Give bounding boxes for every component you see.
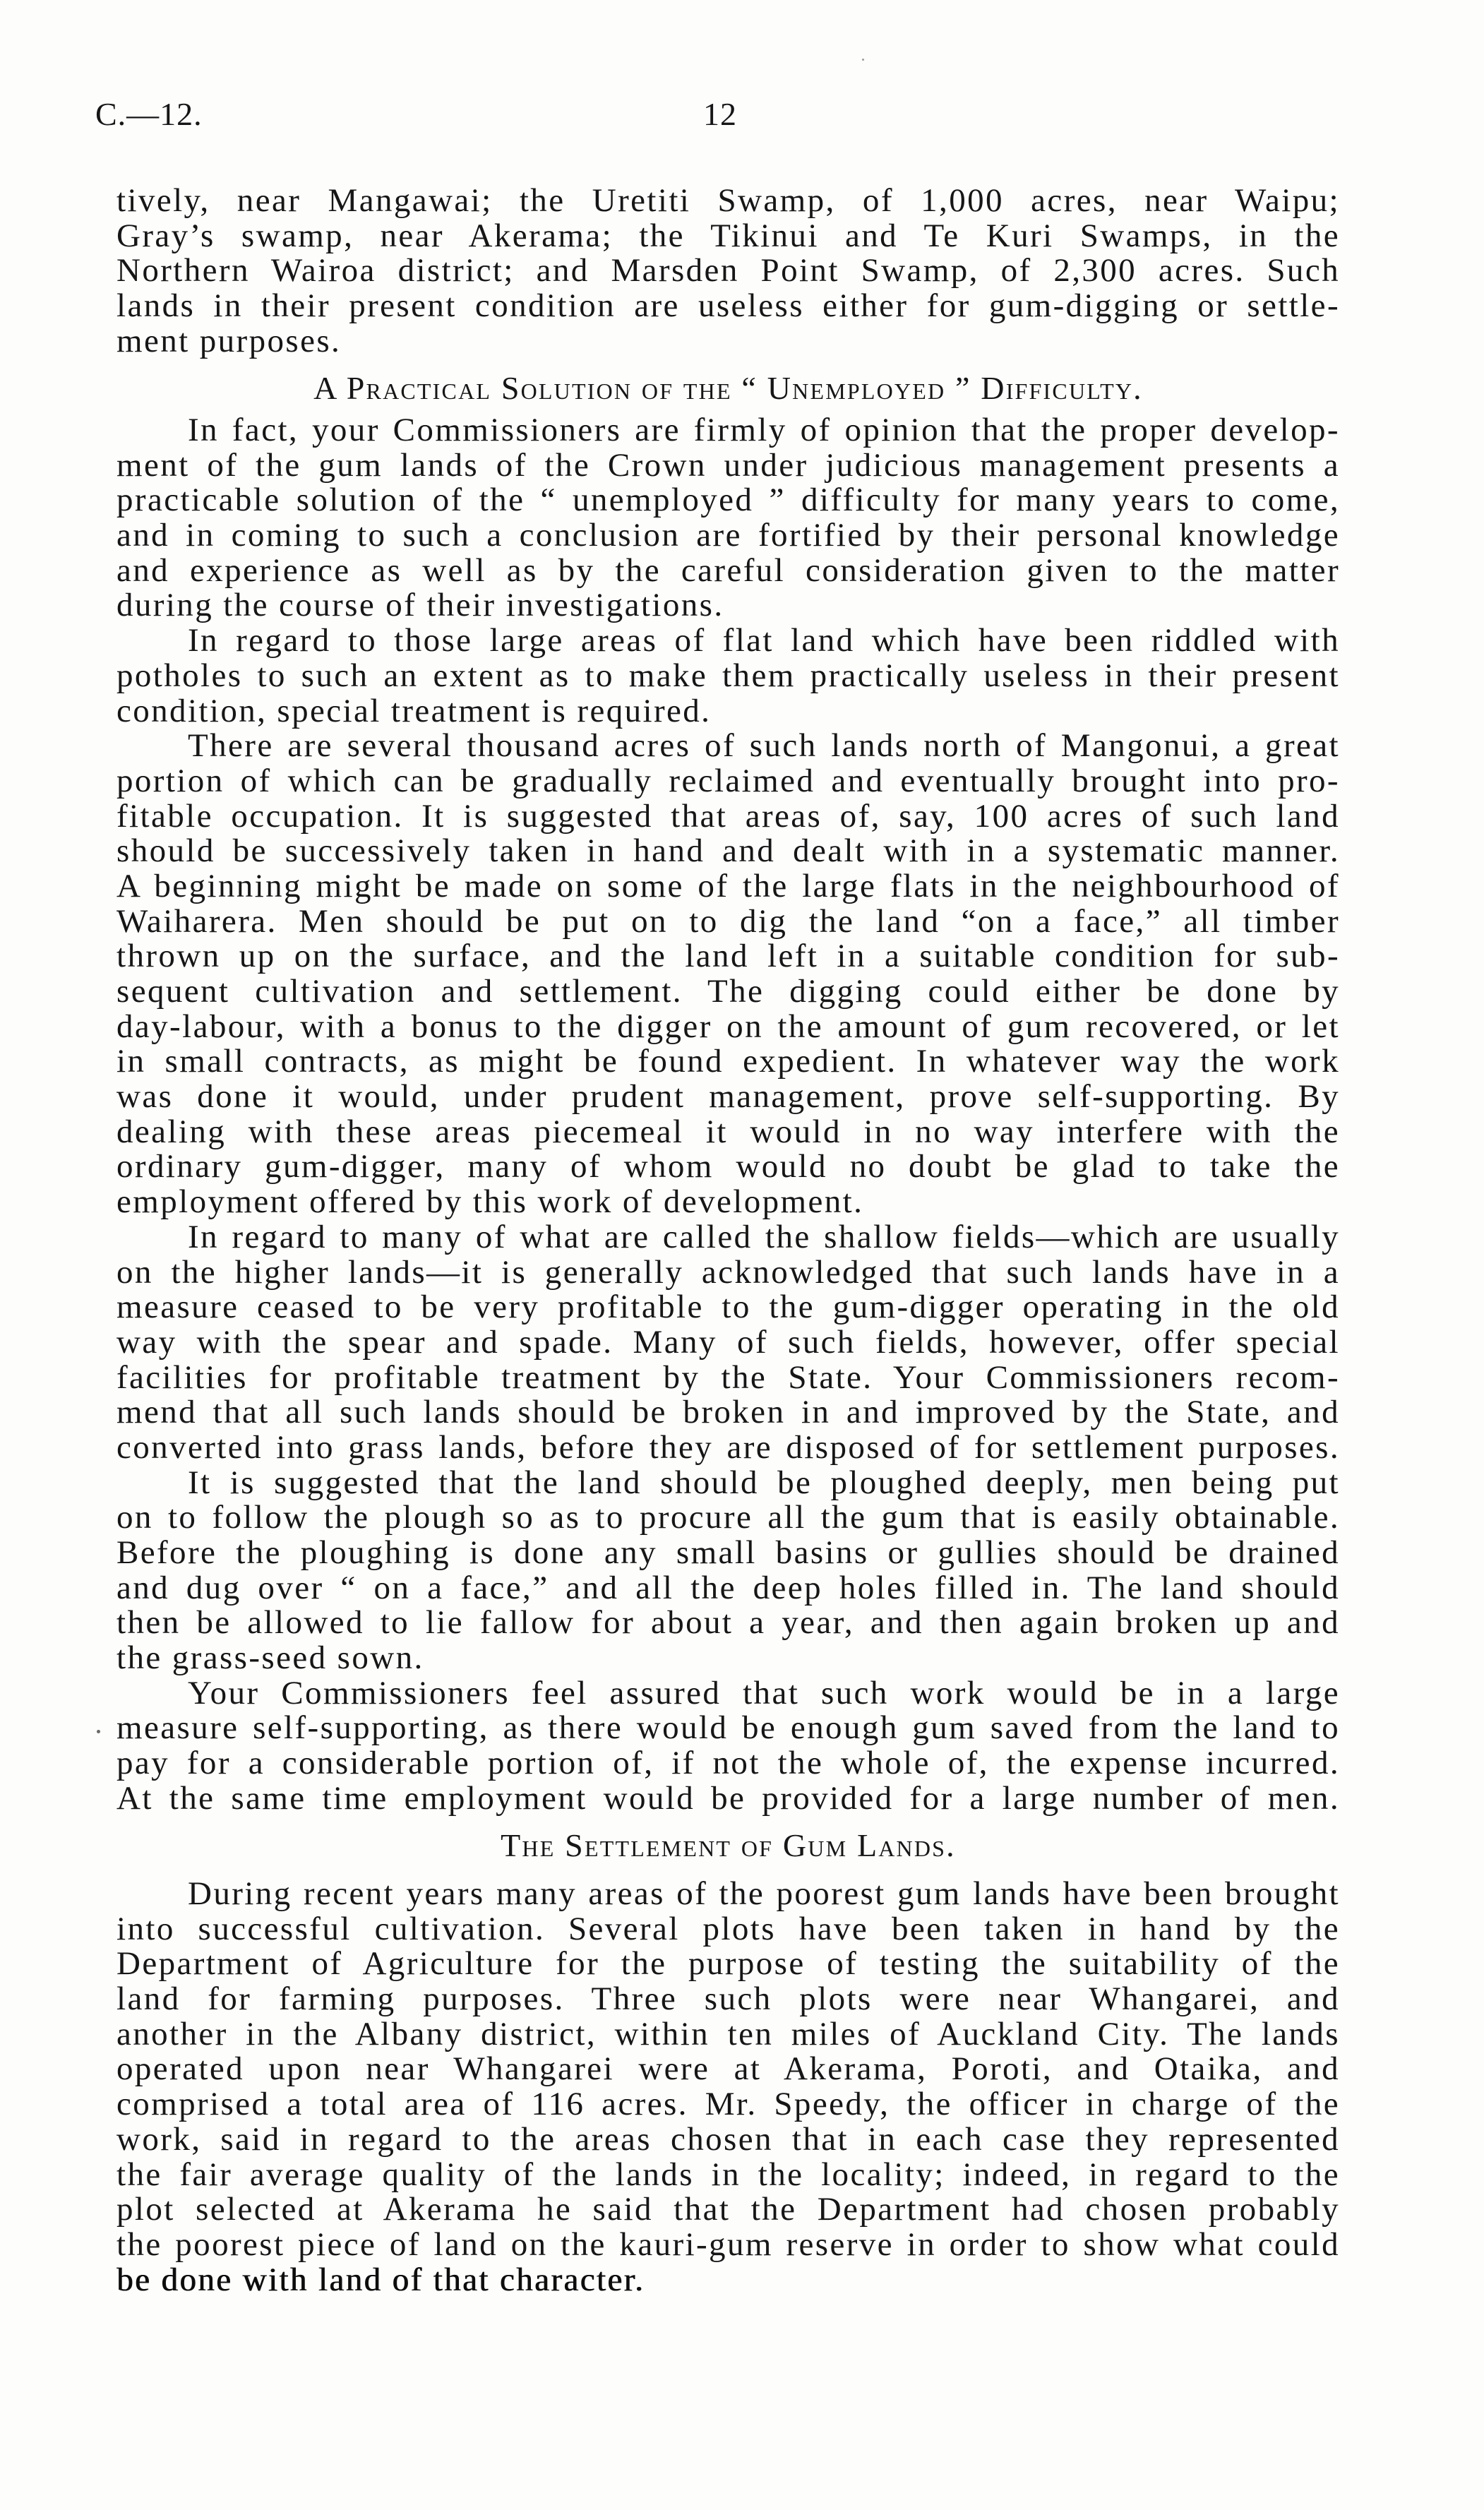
- text-line: land for farming purposes. Three such plots were near Whangarei, and: [116, 1980, 1340, 2018]
- text-line: fitable occupation. It is suggested that areas of, say, 100 acres of such land: [116, 797, 1340, 835]
- text-line: potholes to such an extent as to make them practically useless in their present: [116, 657, 1340, 694]
- text-line: employment offered by this work of development.: [116, 1183, 864, 1221]
- paragraph: [116, 1220, 1340, 1466]
- text-line: A beginning might be made on some of the large flats in the neighbourhood of: [116, 867, 1340, 904]
- text-line: during the course of their investigations.: [116, 587, 724, 624]
- text-line: the poorest piece of land on the kauri-gum reserve in order to show what could: [116, 2225, 1340, 2263]
- paragraph: [116, 1466, 1340, 1676]
- text-line: work, said in regard to the areas chosen that in each case they represented: [116, 2120, 1340, 2158]
- text-line: Your Commissioners feel assured that such work would be in a large: [188, 1674, 1340, 1711]
- text-line: measure ceased to be very profitable to the gum-digger operating in the old: [116, 1289, 1340, 1326]
- section-heading-unemployed: [116, 371, 1340, 406]
- text-line: be done with land of that character.: [116, 2261, 645, 2298]
- text-line: ment of the gum lands of the Crown under judicious management presents a: [116, 446, 1340, 484]
- text-line: There are several thousand acres of such lands north of Mangonui, a great: [188, 727, 1340, 765]
- text-line: on to follow the plough so as to procure all the gum that is easily obtainable.: [116, 1499, 1340, 1536]
- text-line: Northern Wairoa district; and Marsden Point Swamp, of 2,300 acres. Such: [116, 252, 1340, 289]
- text-line: During recent years many areas of the poorest gum lands have been brought: [188, 1875, 1340, 1912]
- text-line: dealing with these areas piecemeal it would in no way interfere with the: [116, 1113, 1340, 1150]
- text-line: facilities for profitable treatment by the State. Your Commissioners recom-: [116, 1358, 1340, 1396]
- page-number: 12: [703, 96, 737, 132]
- text-line: Gray’s swamp, near Akerama; the Tikinui and Te Kuri Swamps, in the: [116, 217, 1340, 254]
- text-line: condition, special treatment is required.: [116, 692, 712, 729]
- text-line: on the higher lands—it is generally acknowledged that such lands have in a: [116, 1253, 1340, 1291]
- text-line: operated upon near Whangarei were at Akerama, Poroti, and Otaika, and: [116, 2050, 1340, 2088]
- text-line: portion of which can be gradually reclaimed and eventually brought into pro-: [116, 762, 1340, 799]
- text-line: in small contracts, as might be found expedient. In whatever way the work: [116, 1043, 1340, 1080]
- paragraph: [116, 623, 1340, 729]
- text-line: was done it would, under prudent management, prove self-supporting. By: [116, 1078, 1340, 1116]
- paragraph: [116, 413, 1340, 623]
- text-line: the grass-seed sown.: [116, 1639, 424, 1677]
- text-line: measure self-supporting, as there would be enough gum saved from the land to: [116, 1709, 1340, 1747]
- text-line: into successful cultivation. Several plots have been taken in hand by the: [116, 1910, 1340, 1947]
- section-heading-settlement: [116, 1828, 1340, 1863]
- text-line: In regard to those large areas of flat land which have been riddled with: [188, 622, 1340, 659]
- text-line: In fact, your Commissioners are firmly of opinion that the proper develop-: [188, 412, 1340, 448]
- paragraph: [116, 1877, 1340, 2297]
- text-line: practicable solution of the “ unemployed ” difficulty for many years to come,: [116, 482, 1340, 519]
- text-line: At the same time employment would be provided for a large number of men.: [116, 1779, 1340, 1817]
- text-line: then be allowed to lie fallow for about a year, and then again broken up and: [116, 1604, 1340, 1642]
- document-series-code: C.—12.: [95, 96, 203, 132]
- text-line: thrown up on the surface, and the land left in a suitable condition for sub-: [116, 938, 1340, 975]
- text-line: and experience as well as by the careful consideration given to the matter: [116, 551, 1340, 589]
- paragraph: [116, 729, 1340, 1220]
- text-line: and in coming to such a conclusion are fortified by their personal knowledge: [116, 517, 1340, 554]
- text-line: tively, near Mangawai; the Uretiti Swamp, of 1,000 acres, near Waipu;: [116, 182, 1340, 219]
- text-line: sequent cultivation and settlement. The digging could either be done by: [116, 973, 1340, 1010]
- text-line: way with the spear and spade. Many of such fields, however, offer special: [116, 1323, 1340, 1361]
- text-line: plot selected at Akerama he said that the Department had chosen probably: [116, 2191, 1340, 2228]
- scan-speck: [97, 1730, 100, 1733]
- text-line: pay for a considerable portion of, if not the whole of, the expense incurred.: [116, 1745, 1340, 1782]
- scan-speck: [862, 59, 864, 61]
- paragraph-continued: [116, 184, 1340, 359]
- text-line: comprised a total area of 116 acres. Mr. Speedy, the officer in charge of the: [116, 2086, 1340, 2123]
- section-heading: The Settlement of Gum Lands.: [501, 1827, 956, 1863]
- text-line: mend that all such lands should be broken in and improved by the State, and: [116, 1394, 1340, 1431]
- text-line: ment purposes.: [116, 322, 342, 359]
- text-line: should be successively taken in hand and dealt with in a systematic manner.: [116, 832, 1340, 870]
- text-line: and dug over “ on a face,” and all the deep holes filled in. The land should: [116, 1569, 1340, 1606]
- text-line: converted into grass lands, before they are disposed of for settlement purposes.: [116, 1428, 1340, 1466]
- text-line: the fair average quality of the lands in the locality; indeed, in regard to the: [116, 2156, 1340, 2193]
- text-line: day-labour, with a bonus to the digger on the amount of gum recovered, or let: [116, 1008, 1340, 1045]
- text-line: It is suggested that the land should be ploughed deeply, men being put: [188, 1464, 1340, 1501]
- text-line: Department of Agriculture for the purpose of testing the suitability of the: [116, 1945, 1340, 1983]
- text-line: another in the Albany district, within ten miles of Auckland City. The lands: [116, 2015, 1340, 2052]
- text-line: lands in their present condition are useless either for gum-digging or settle-: [116, 287, 1340, 325]
- text-line: ordinary gum-digger, many of whom would no doubt be glad to take the: [116, 1148, 1340, 1185]
- text-line: In regard to many of what are called the shallow fields—which are usually: [188, 1218, 1340, 1255]
- paragraph: [116, 1676, 1340, 1817]
- text-line: Waiharera. Men should be put on to dig the land “on a face,” all timber: [116, 902, 1340, 940]
- text-line: Before the ploughing is done any small basins or gullies should be drained: [116, 1534, 1340, 1571]
- section-body-unemployed: [116, 413, 1340, 1817]
- section-heading: A Practical Solution of the “ Unemployed ” Difficulty.: [313, 370, 1143, 406]
